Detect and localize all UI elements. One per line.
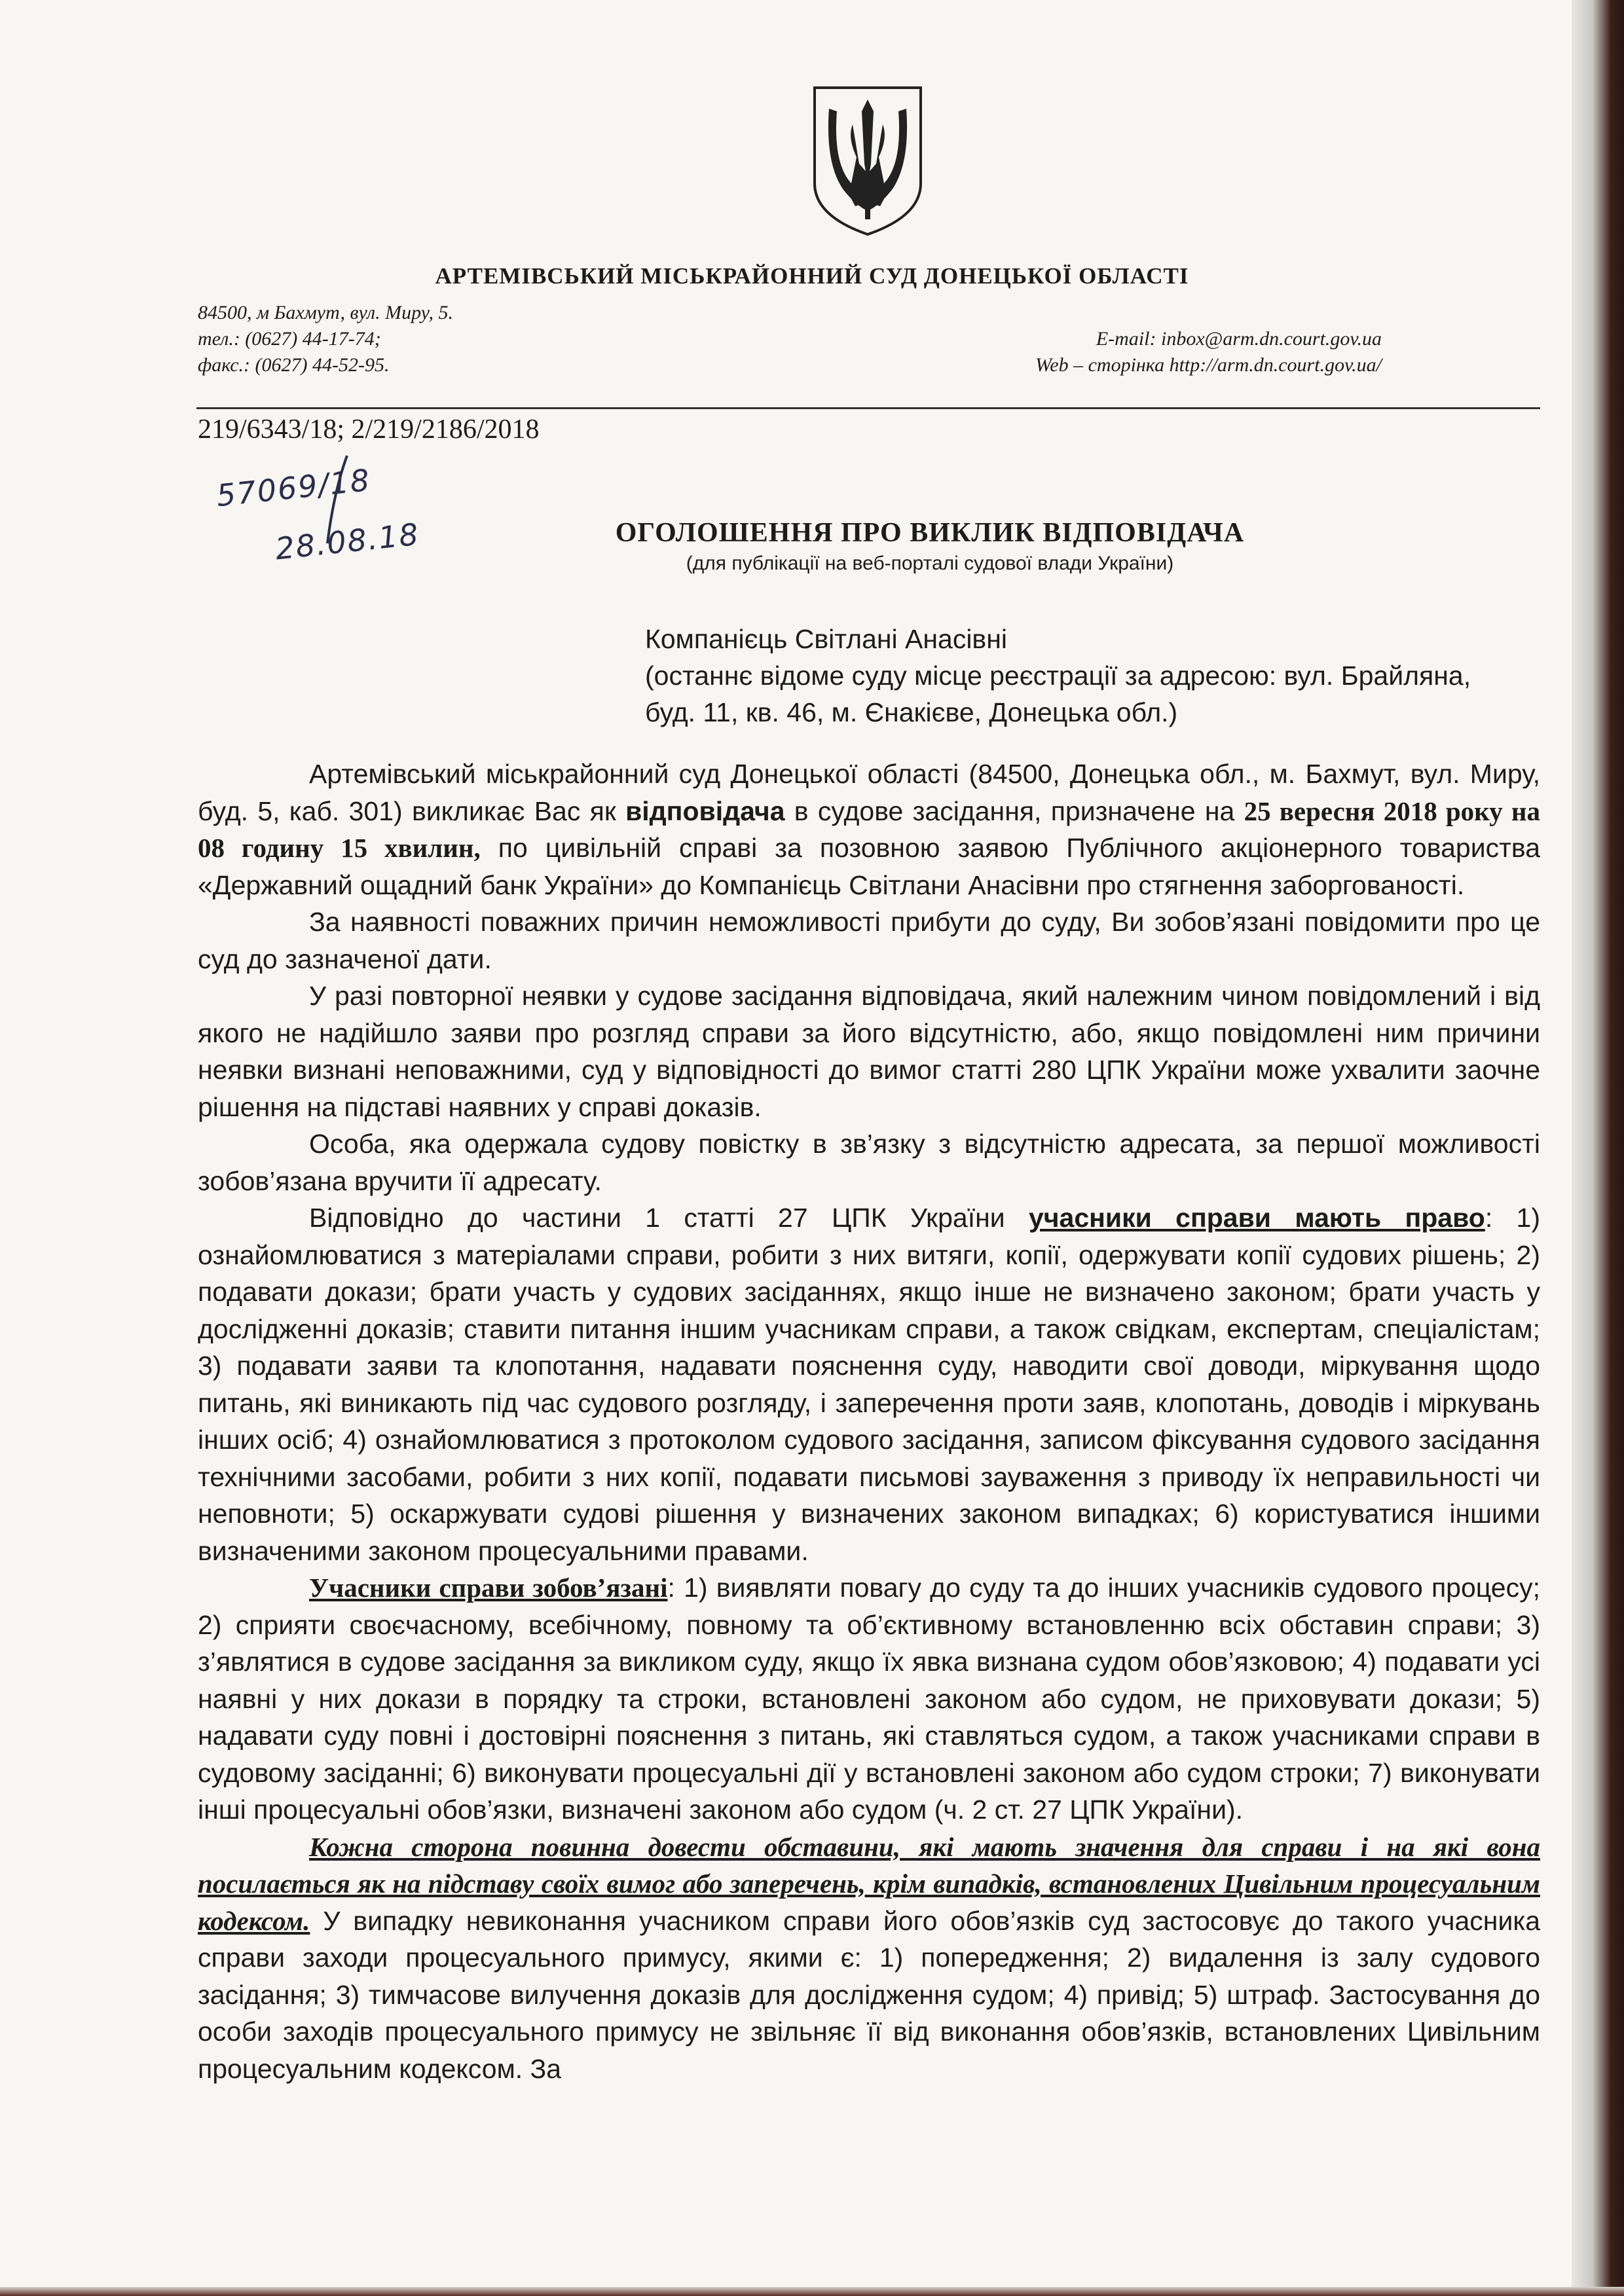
duties-heading: Учасники справи зобов’язані: [309, 1573, 668, 1603]
text-span: У випадку невиконання учасником справи його обов’язків суд застосовує до такого учасника справи заходи процесуального примусу, якими є: 1) попередження; 2) видалення із залу судового засідання; 3) тимчасове вилучення доказів для дослідження судом; 4) привід; 5) штраф. Застосування до особи заходів процесуального примусу не звільняє її від виконання обов’язків, встановлених Цивільним процесуальним кодексом. За: [198, 1905, 1540, 2084]
court-phone: тел.: (0627) 44-17-74;: [198, 328, 381, 350]
paragraph-notify: За наявності поважних причин неможливості прибути до суду, Ви зобов’язані повідомити про це суд до зазначеної дати.: [198, 907, 1540, 974]
court-contacts-left: [198, 300, 453, 378]
notice-body: [198, 756, 1540, 2087]
paragraph-summons-delivery: Особа, яка одержала судову повістку в зв’язку з відсутністю адресата, за першої можливості зобов’язана вручити її адресату.: [198, 1129, 1540, 1196]
role-emphasis: відповідача: [625, 795, 785, 826]
hearing-date: 25 вересня 2018 року на 08 годину 15 хвилин,: [198, 795, 1540, 863]
rights-heading: учасники справи мають право: [1028, 1203, 1485, 1233]
scan-edge-bottom: [0, 2287, 1624, 2296]
recipient-block: [645, 621, 1549, 731]
court-address: 84500, м Бахмут, вул. Миру, 5.: [198, 302, 454, 323]
burden-of-proof-emphasis: Кожна сторона повинна довести обставини, які мають значення для справи і на які вона посилається як на підставу своїх вимог або заперечень, крім випадків, встановлених Цивільним процесуальним кодексом.: [198, 1831, 1540, 1936]
court-web: Web – сторінка http://arm.dn.court.gov.ua/: [1035, 354, 1382, 376]
text-span: в судове засідання, призначене на: [784, 795, 1244, 826]
case-number: 219/6343/18; 2/219/2186/2018: [198, 414, 540, 445]
notice-title: ОГОЛОШЕННЯ ПРО ВИКЛИК ВІДПОВІДАЧА: [615, 518, 1245, 548]
court-fax: факс.: (0627) 44-52-95.: [198, 354, 390, 376]
paragraph-default-judgment: У разі повторної неявки у судове засідання відповідача, який належним чином повідомлений і від якого не надійшло заяви про розгляд справи за його відсутністю, або, якщо повідомлені ним причини неявки визнані неповажними, суд у відповідності до вимог статті 280 ЦПК України може ухвалити заочне рішення на підставі наявних у справі доказів.: [198, 981, 1540, 1122]
text-span: Відповідно до частини 1 статті 27 ЦПК України: [309, 1203, 1029, 1233]
handwritten-registration-number: 57069/18: [214, 462, 373, 514]
paragraph-summons: [198, 756, 1540, 903]
header-divider: [196, 407, 1540, 409]
recipient-name: Компанієць Світлані Анасівні: [645, 624, 1007, 654]
paragraph-burden-of-proof: [198, 1829, 1540, 2088]
handwritten-date: 28.08.18: [273, 516, 422, 567]
recipient-address-line: буд. 11, кв. 46, м. Єнакієве, Донецька обл.): [645, 697, 1178, 727]
court-contacts-right: [1035, 326, 1382, 378]
text-span: по цивільній справі за позовною заявою Публічного акціонерного товариства «Державний ощадний банк України» до Компанієць Світлани Анасівни про стягнення заборгованості.: [198, 833, 1540, 900]
trident-emblem-icon: [811, 85, 925, 237]
text-span: : 1) ознайомлюватися з матеріалами справи, робити з них витяги, копії, одержувати копії судових рішень; 2) подавати докази; брати участь у судових засіданнях, якщо інше не визначено законом; брати участь у дослідженні доказів; ставити питання іншим учасникам справи, а також свідкам, експертам, спеціалістам; 3) подавати заяви та клопотання, надавати пояснення суду, наводити свої доводи, міркування щодо питань, які виникають під час судового розгляду, і заперечення проти заяв, клопотань, доводів і міркувань інших осіб; 4) ознайомлюватися з протоколом судового засідання, записом фіксування судового засідання технічними засобами, робити з них копії, подавати письмові зауваження з приводу їх неправильності чи неповноти; 5) оскаржувати судові рішення у визначених законом випадках; 6) користуватися іншими визначеними законом процесуальними правами.: [198, 1203, 1540, 1566]
recipient-address-line: (останнє відоме суду місце реєстрації за адресою: вул. Брайляна,: [645, 661, 1471, 691]
court-email: E-mail: inbox@arm.dn.court.gov.ua: [1096, 328, 1382, 350]
scan-edge-right: [1572, 0, 1624, 2296]
text-span: : 1) виявляти повагу до суду та до інших учасників судового процесу; 2) сприяти своєчасному, всебічному, повному та об’єктивному встановленню всіх обставин справи; 3) з’являтися в судове засідання за викликом суду, якщо їх явка визнана судом обов’язковою; 4) подавати усі наявні у них докази в порядку та строки, встановлені законом або судом, не приховувати докази; 5) надавати суду повні і достовірні пояснення з питань, які ставляться судом, а також учасниками справи в судовому засіданні; 6) виконувати процесуальні дії у встановлені законом або судом строки; 7) виконувати інші процесуальні обов’язки, визначені законом або судом (ч. 2 ст. 27 ЦПК України).: [198, 1573, 1541, 1825]
text-span: Артемівський міськрайонний суд Донецької області (84500, Донецька обл., м. Бахмут, вул. Миру, буд. 5, каб. 301) викликає Вас як: [198, 759, 1540, 826]
paragraph-duties: [198, 1569, 1540, 1829]
notice-subtitle: (для публікації на веб-порталі судової влади України): [686, 553, 1174, 574]
paragraph-rights: [198, 1199, 1540, 1569]
court-name: АРТЕМІВСЬКИЙ МІСЬКРАЙОННИЙ СУД ДОНЕЦЬКОЇ ОБЛАСТІ: [435, 263, 1189, 289]
